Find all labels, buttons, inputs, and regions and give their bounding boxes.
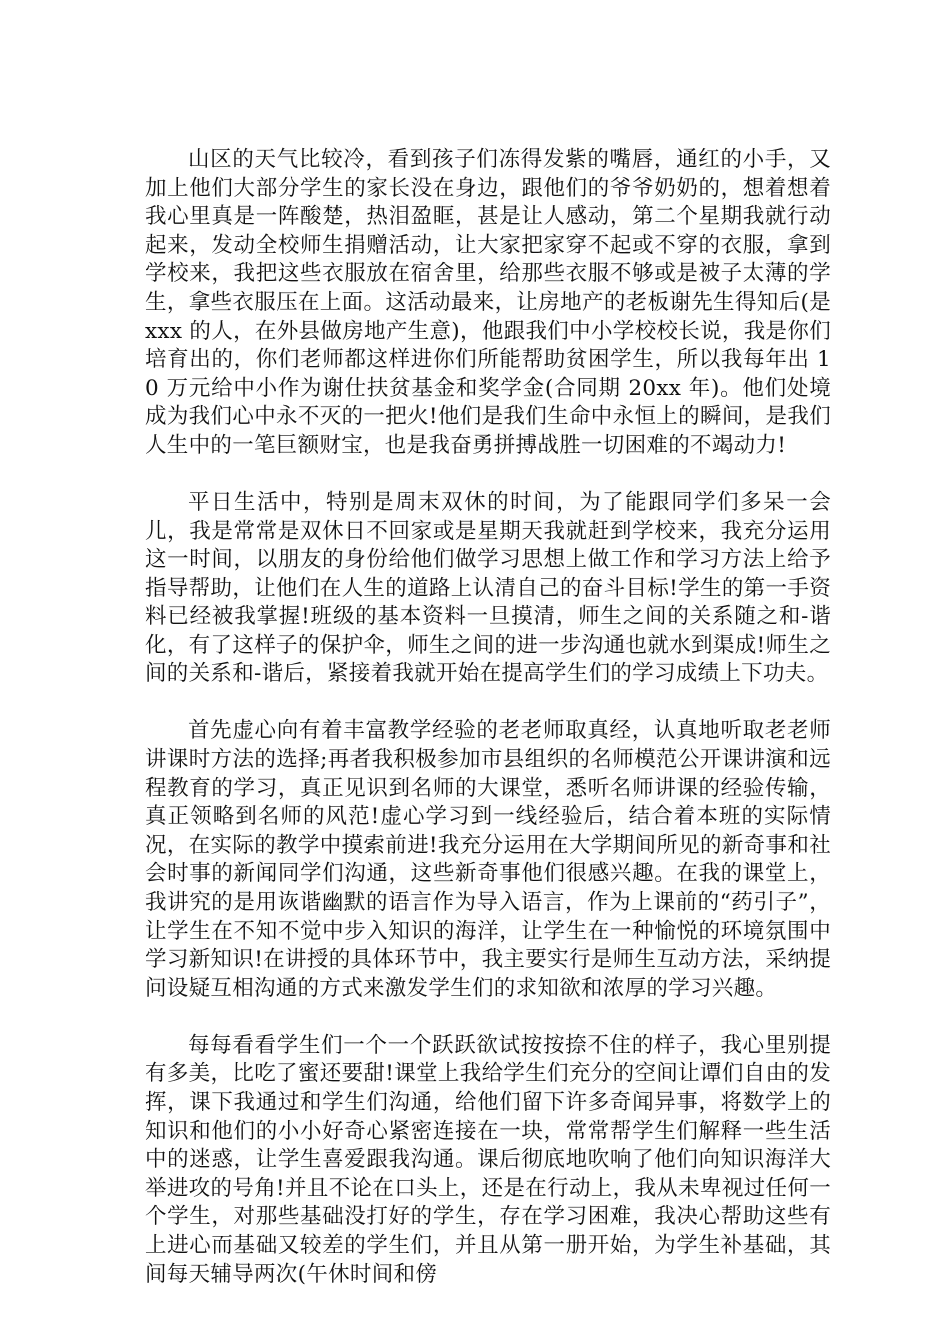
paragraph-2: 平日生活中，特别是周末双休的时间，为了能跟同学们多呆一会儿，我是常常是双休日不回家或是星期天我就赶到学校来，我充分运用这一时间，以朋友的身份给他们做学习思想上做工作和学习方法上给予指导帮助，让他们在人生的道路上认清自己的奋斗目标!学生的第一手资料已经被我掌握!班级的基本资料一旦摸清，师生之间的关系随之和-谐化，有了这样子的保护伞，师生之间的进一步沟通也就水到渠成!师生之间的关系和-谐后，紧接着我就开始在提高学生们的学习成绩上下功夫。 — [145, 489, 831, 687]
document-body — [145, 146, 831, 1289]
paragraph-4: 每每看看学生们一个一个跃跃欲试按按捺不住的样子，我心里别提有多美，比吃了蜜还要甜!课堂上我给学生们充分的空间让谭们自由的发挥，课下我通过和学生们沟通，给他们留下许多奇闻异事，将数学上的知识和他们的小小好奇心紧密连接在一块，常常帮学生们解释一些生活中的迷惑，让学生喜爱跟我沟通。课后彻底地吹响了他们向知识海洋大举进攻的号角!并且不论在口头上，还是在行动上，我从未卑视过任何一个学生，对那些基础没打好的学生，存在学习困难，我决心帮助这些有上进心而基础又较差的学生们，并且从第一册开始，为学生补基础，其间每天辅导两次(午休时间和傍 — [145, 1032, 831, 1287]
paragraph-3: 首先虚心向有着丰富教学经验的老老师取真经，认真地听取老老师讲课时方法的选择;再者我积极参加市县组织的名师模范公开课讲演和远程教育的学习，真正见识到名师的大课堂，悉听名师讲课的经验传输，真正领略到名师的风范!虚心学习到一线经验后，结合着本班的实际情况，在实际的教学中摸索前进!我充分运用在大学期间所见的新奇事和社会时事的新闻同学们沟通，这些新奇事他们很感兴趣。在我的课堂上，我讲究的是用诙谐幽默的语言作为导入语言，作为上课前的“药引子”，让学生在不知不觉中步入知识的海洋，让学生在一种愉悦的环境氛围中学习新知识!在讲授的具体环节中，我主要实行是师生互动方法，采纳提问设疑互相沟通的方式来激发学生们的求知欲和浓厚的学习兴趣。 — [145, 718, 831, 1001]
paragraph-1: 山区的天气比较冷，看到孩子们冻得发紫的嘴唇，通红的小手，又加上他们大部分学生的家长没在身边，跟他们的爷爷奶奶的，想着想着我心里真是一阵酸楚，热泪盈眶，甚是让人感动，第二个星期我就行动起来，发动全校师生捐赠活动，让大家把家穿不起或不穿的衣服，拿到学校来，我把这些衣服放在宿舍里，给那些衣服不够或是被子太薄的学生，拿些衣服压在上面。这活动最来，让房地产的老板谢先生得知后(是 xxx 的人，在外县做房地产生意)，他跟我们中小学校校长说，我是你们培育出的，你们老师都这样进你们所能帮助贫困学生，所以我每年出 10 万元给中小作为谢仕扶贫基金和奖学金(合同期 20xx 年)。他们处境成为我们心中永不灭的一把火!他们是我们生命中永恒上的瞬间，是我们人生中的一笔巨额财宝，也是我奋勇拼搏战胜一切困难的不竭动力! — [145, 147, 831, 458]
